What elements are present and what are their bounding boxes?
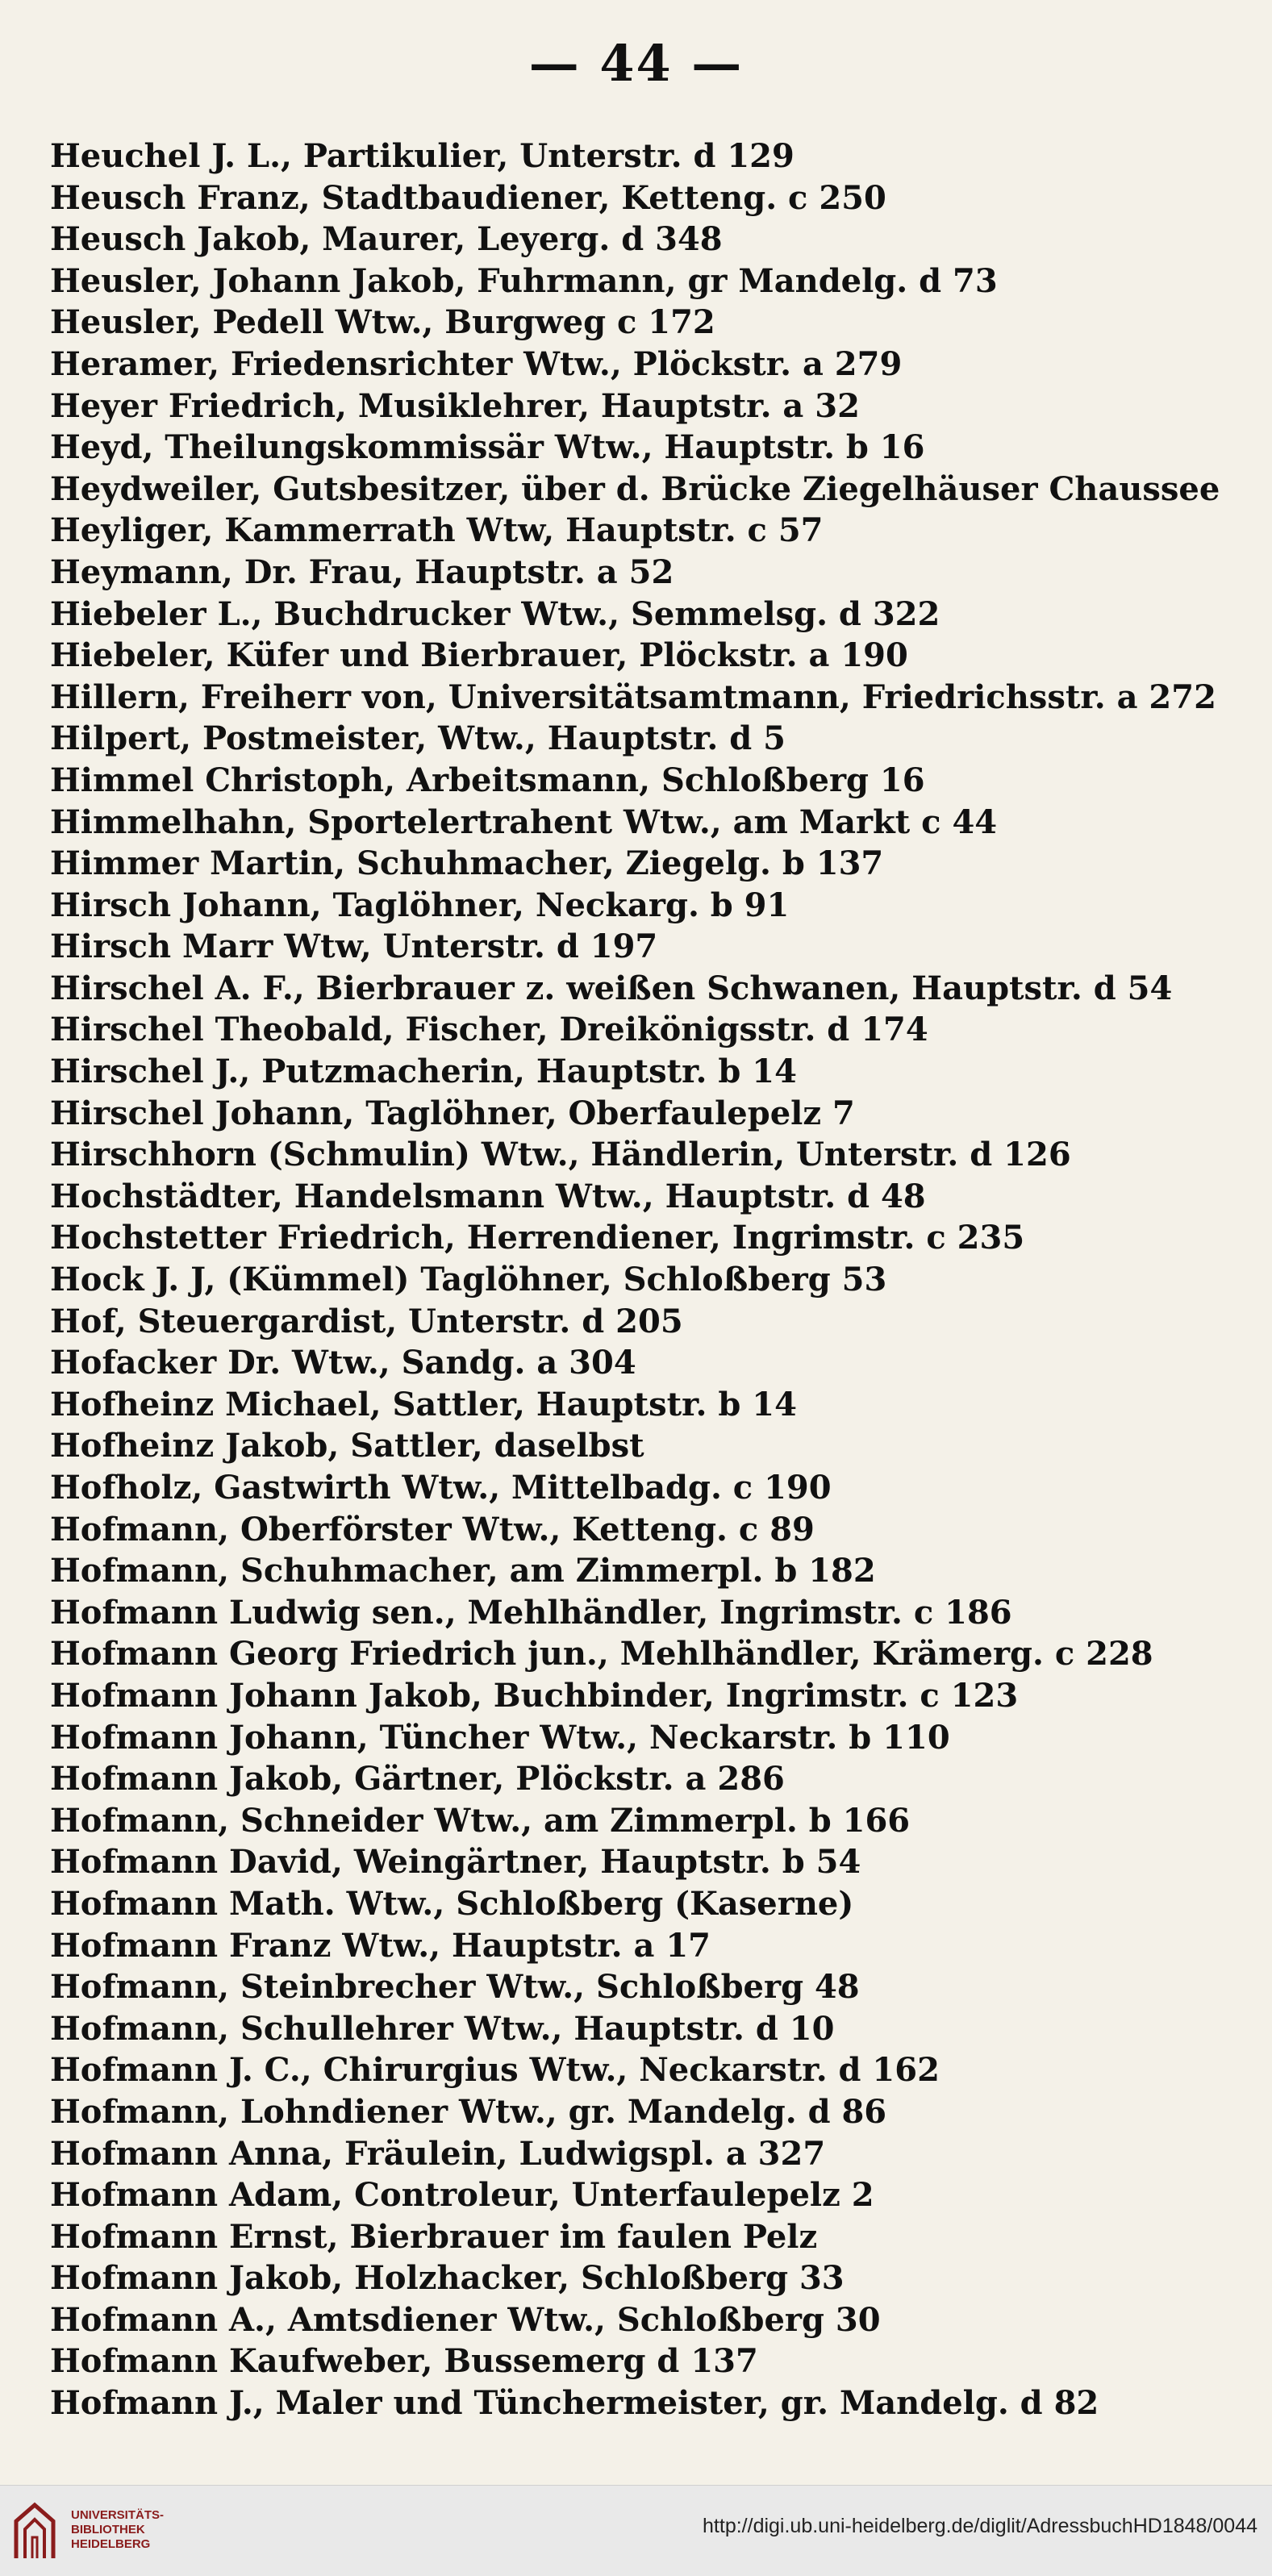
directory-entry: Hofmann, Steinbrecher Wtw., Schloßberg 48: [50, 1968, 860, 2007]
directory-entry: Hof, Steuergardist, Unterstr. d 205: [50, 1302, 683, 1340]
directory-entry: Himmelhahn, Sportelertrahent Wtw., am Markt c 44: [50, 802, 998, 841]
directory-entry: Hirsch Marr Wtw, Unterstr. d 197: [50, 927, 658, 966]
directory-entry: Heyliger, Kammerrath Wtw, Hauptstr. c 57: [50, 511, 824, 550]
source-url-link[interactable]: http://digi.ub.uni-heidelberg.de/diglit/AdressbuchHD1848/0044: [703, 2515, 1257, 2537]
library-name-line: BIBLIOTHEK: [71, 2523, 145, 2536]
directory-entry: Heuchel J. L., Partikulier, Unterstr. d 129: [50, 137, 794, 175]
directory-entry: Himmer Martin, Schuhmacher, Ziegelg. b 137: [50, 844, 884, 883]
directory-entry: Hirschhorn (Schmulin) Wtw., Händlerin, Unterstr. d 126: [50, 1136, 1071, 1174]
directory-entry: Hofmann, Schneider Wtw., am Zimmerpl. b 166: [50, 1801, 911, 1840]
library-name-line: HEIDELBERG: [71, 2537, 151, 2551]
directory-entry: Hirschel J., Putzmacherin, Hauptstr. b 14: [50, 1052, 797, 1091]
directory-entry: Heusch Jakob, Maurer, Leyerg. d 348: [50, 220, 723, 259]
directory-entry: Hofmann A., Amtsdiener Wtw., Schloßberg 30: [50, 2300, 881, 2339]
directory-entry: Hofmann J., Maler und Tünchermeister, gr. Mandelg. d 82: [50, 2384, 1099, 2423]
directory-entry: Hofmann Johann Jakob, Buchbinder, Ingrimstr. c 123: [50, 1676, 1019, 1715]
directory-entry: Hochstetter Friedrich, Herrendiener, Ingrimstr. c 235: [50, 1219, 1025, 1257]
directory-entry: Hirschel A. F., Bierbrauer z. weißen Schwanen, Hauptstr. d 54: [50, 969, 1173, 1007]
directory-entry: Himmel Christoph, Arbeitsmann, Schloßberg 16: [50, 761, 925, 799]
library-name-line: UNIVERSITÄTS-: [71, 2508, 165, 2522]
directory-entry: Hofmann Kaufweber, Bussemerg d 137: [50, 2342, 758, 2381]
directory-entry: Hofmann, Oberförster Wtw., Ketteng. c 89: [50, 1510, 815, 1549]
directory-entry: Heusler, Pedell Wtw., Burgweg c 172: [50, 303, 715, 342]
page-number: — 44 —: [528, 34, 744, 93]
directory-entry: Hofmann Ludwig sen., Mehlhändler, Ingrimstr. c 186: [50, 1593, 1012, 1632]
directory-entry: Hofmann Ernst, Bierbrauer im faulen Pelz: [50, 2217, 818, 2256]
directory-entry: Hillern, Freiherr von, Universitätsamtmann, Friedrichsstr. a 272: [50, 677, 1216, 716]
directory-entry: Hofmann, Schullehrer Wtw., Hauptstr. d 10: [50, 2009, 835, 2048]
directory-entry: Hofmann Georg Friedrich jun., Mehlhändler, Krämerg. c 228: [50, 1635, 1153, 1674]
directory-entry: Heusch Franz, Stadtbaudiener, Ketteng. c 250: [50, 178, 886, 217]
directory-entry: Hofmann Jakob, Holzhacker, Schloßberg 33: [50, 2259, 845, 2298]
viewer-footer: [0, 2485, 1272, 2576]
directory-entry: Hofmann, Schuhmacher, am Zimmerpl. b 182: [50, 1552, 876, 1590]
directory-entry: Hiebeler L., Buchdrucker Wtw., Semmelsg. d 322: [50, 594, 940, 633]
directory-entry: Hirsch Johann, Taglöhner, Neckarg. b 91: [50, 886, 790, 924]
directory-entry: Hofmann Johann, Tüncher Wtw., Neckarstr. b 110: [50, 1718, 950, 1757]
directory-entry: Heyer Friedrich, Musiklehrer, Hauptstr. a 32: [50, 386, 860, 425]
directory-entry: Hofheinz Michael, Sattler, Hauptstr. b 14: [50, 1385, 797, 1423]
directory-entry: Heydweiler, Gutsbesitzer, über d. Brücke Ziegelhäuser Chaussee: [50, 469, 1220, 508]
directory-entry: Hofheinz Jakob, Sattler, daselbst: [50, 1427, 644, 1465]
directory-entry: Hofmann Jakob, Gärtner, Plöckstr. a 286: [50, 1760, 785, 1799]
directory-entry: Hock J. J, (Kümmel) Taglöhner, Schloßberg 53: [50, 1261, 887, 1299]
directory-entry: Hirschel Johann, Taglöhner, Oberfaulepelz 7: [50, 1094, 855, 1132]
directory-entry: Hofmann Franz Wtw., Hauptstr. a 17: [50, 1926, 711, 1965]
directory-entry: Hofmann Math. Wtw., Schloßberg (Kaserne): [50, 1884, 854, 1923]
directory-entry: Hirschel Theobald, Fischer, Dreikönigsstr. d 174: [50, 1011, 928, 1049]
directory-entry: Heymann, Dr. Frau, Hauptstr. a 52: [50, 552, 674, 591]
directory-entry: Hiebeler, Küfer und Bierbrauer, Plöckstr. a 190: [50, 636, 908, 675]
directory-entry: Hofmann, Lohndiener Wtw., gr. Mandelg. d 86: [50, 2092, 887, 2131]
directory-entry: Hofmann J. C., Chirurgius Wtw., Neckarstr. d 162: [50, 2051, 940, 2090]
directory-entry: Hilpert, Postmeister, Wtw., Hauptstr. d 5: [50, 719, 786, 758]
directory-entry: Hofmann Adam, Controleur, Unterfaulepelz 2: [50, 2176, 874, 2215]
directory-entry-list: [50, 135, 1236, 2424]
directory-entry: Heramer, Friedensrichter Wtw., Plöckstr. a 279: [50, 344, 903, 383]
university-library-logo-icon: [11, 2502, 58, 2560]
directory-entry: Heyd, Theilungskommissär Wtw., Hauptstr. b 16: [50, 428, 925, 467]
directory-entry: Hochstädter, Handelsmann Wtw., Hauptstr. d 48: [50, 1177, 926, 1215]
directory-entry: Hofmann Anna, Fräulein, Ludwigspl. a 327: [50, 2134, 826, 2173]
directory-entry: Hofholz, Gastwirth Wtw., Mittelbadg. c 190: [50, 1469, 832, 1507]
directory-entry: Heusler, Johann Jakob, Fuhrmann, gr Mandelg. d 73: [50, 261, 998, 300]
library-name: [71, 2508, 164, 2552]
directory-entry: Hofacker Dr. Wtw., Sandg. a 304: [50, 1344, 636, 1382]
directory-entry: Hofmann David, Weingärtner, Hauptstr. b 54: [50, 1843, 861, 1882]
